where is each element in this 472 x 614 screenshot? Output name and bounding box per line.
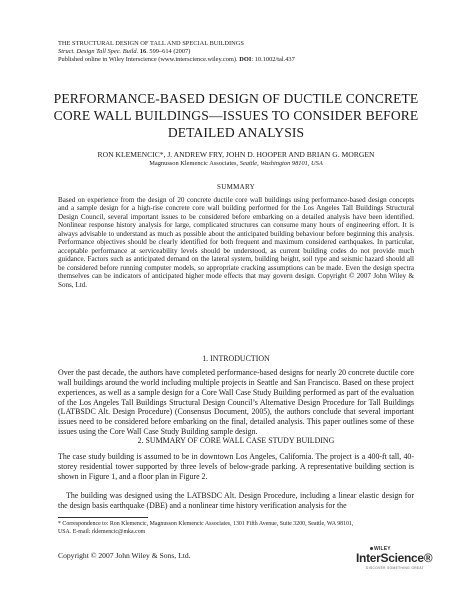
section-2-heading: 2. SUMMARY OF CORE WALL CASE STUDY BUILDING bbox=[137, 436, 335, 445]
summary-text: Based on experience from the design of 20 concrete ductile core wall buildings using performance-based design concepts and a sample design for a high-rise concrete core wall building performed for the Los Angeles Tall Buildings Structural Design Council, several important issues to be considered before embarking on a detailed analysis have been identified. Nonlinear response history analysis for large, complicated structures can consume many hours of engineering effort. It is always advisable to understand as much as possible about the anticipated building behaviour before beginning this analysis. Performance objectives should be clearly identified for both frequent and maximum considered earthquakes. In particular, acceptable performance at serviceability levels should be understood, as current building codes do not provide much guidance. Factors such as anticipated demand on the lateral system, building height, soil type and seismic hazard should all be considered before running computer models, so appropriate cracking assumptions can be made. Even the design spectra themselves can be indicators of anticipated higher mode effects that may govern design. Copyright © 2007 John Wiley & Sons, Ltd. bbox=[58, 196, 414, 289]
wiley-interscience-logo bbox=[348, 546, 433, 572]
section-1-heading: 1. INTRODUCTION bbox=[202, 354, 270, 363]
running-header bbox=[58, 40, 438, 65]
logo-prefix: WILEY bbox=[370, 546, 391, 552]
paper-title: PERFORMANCE-BASED DESIGN OF DUCTILE CONCRETE CORE WALL BUILDINGS—ISSUES TO CONSIDER BEFORE DETAILED ANALYSIS bbox=[53, 91, 419, 140]
logo-brand: InterScience® bbox=[356, 551, 433, 565]
section-2-paragraph-2: The building was designed using the LATBSDC Alt. Design Procedure, including a linear elastic design for the design basis earthquake (DBE) and a nonlinear time history verification analysis for the bbox=[58, 491, 414, 510]
summary-heading: SUMMARY bbox=[217, 183, 255, 191]
journal-name: THE STRUCTURAL DESIGN OF TALL AND SPECIAL BUILDINGS bbox=[58, 40, 244, 47]
footnote-rule bbox=[58, 517, 148, 518]
publication-info: Published online in Wiley Interscience (www.interscience.wiley.com). DOI: 10.1002/tal.437 bbox=[58, 56, 295, 64]
copyright-line: Copyright © 2007 John Wiley & Sons, Ltd. bbox=[58, 551, 191, 560]
citation: Struct. Design Tall Spec. Build. 16. 599–614 (2007) bbox=[58, 48, 191, 56]
logo-tagline: DISCOVER SOMETHING GREAT bbox=[366, 566, 425, 570]
section-2-paragraph-1: The case study building is assumed to be in downtown Los Angeles, California. The project is a 400-ft tall, 40-storey residential tower supported by three levels of below-grade parking. A representative building section is shown in Figure 1, and a floor plan in Figure 2. bbox=[58, 452, 414, 481]
footnote: * Correspondence to: Ron Klemencic, Magnusson Klemencic Associates, 1301 Fifth Avenue, Suite 3200, Seattle, WA 98101, USA. E-mail: rklemencic@mka.com bbox=[58, 521, 354, 535]
section-1-paragraph: Over the past decade, the authors have completed performance-based designs for nearly 20 concrete ductile core wall buildings around the world including multiple projects in Seattle and San Francisco. Based on these project experiences, as well as a sample design for a Core Wall Case Study Building performed as part of the evaluation of the Los Angeles Tall Buildings Structural Design Council’s Alternative Design Procedure for Tall Buildings (LATBSDC Alt. Design Procedure) (Consensus Document, 2005), the authors conclude that several important issues need to be considered before embarking on the final, detailed analysis. This paper outlines some of these issues using the Core Wall Case Study Building sample design. bbox=[58, 368, 414, 437]
affiliation: Magnusson Klemencic Associates, Seattle, Washington 98101, USA bbox=[149, 160, 323, 167]
author-list: RON KLEMENCIC*, J. ANDREW FRY, JOHN D. HOOPER AND BRIAN G. MORGEN bbox=[97, 150, 375, 159]
